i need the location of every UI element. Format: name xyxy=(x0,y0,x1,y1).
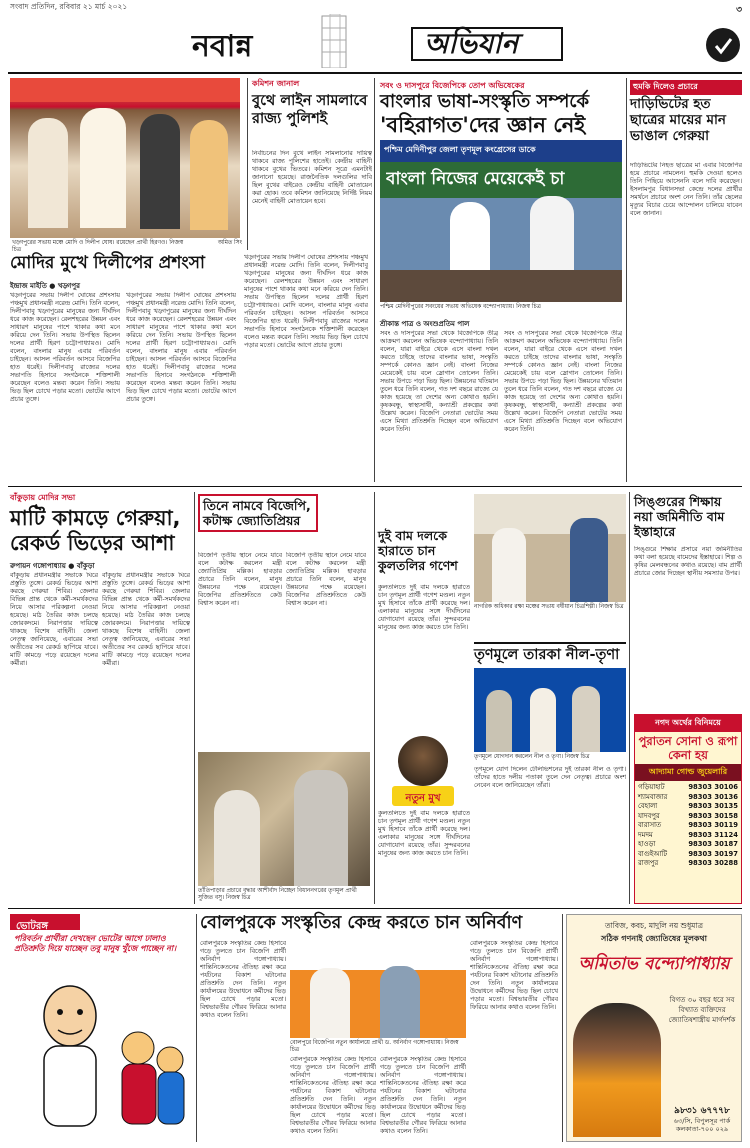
new-face-badge-label: নতুন মুখ xyxy=(405,793,441,804)
astro-desc: বিগত ৩০ বছর ধরে সব বিখ্যাত ব্যক্তিদের জ্যোতিষশাস্ত্রীয় মার্গদর্শক xyxy=(668,996,736,1024)
naihati-meeting-photo xyxy=(474,494,626,602)
astro-line2: সঠিক গণনাই জ্যোতিষের মূলকথা xyxy=(601,934,707,943)
gold-ad-branch-place: রাজপুর xyxy=(638,859,659,867)
page-number: ৩ xyxy=(736,5,742,15)
modi-byline: ইন্দ্রাজ মাইতি ● খড়্গপুর xyxy=(10,282,80,290)
modi-story-body-3: খড়্গপুরের সভায় দিলীপ ঘোষের প্রশংসায় পঞ্চমুখ প্রধানমন্ত্রী নরেন্দ্র মোদি। তিনি বলেন, দিলীপবাবু খড়্গপুরের মানুষের জন্য দীর্ঘদিন ধরে কাজ করেছেন। রেলশহরের উন্নয়ন এবং সাধারণ মানুষের পাশে থাকার কথা মনে করিয়ে দেন তিনি। সভায় উপস্থিত ছিলেন দলের প্রার্থী হিরণ চট্টোপাধ্যায়ও। মোদি বলেন, বাংলার মানুষ এবার পরিবর্তন চাইছেন। আসল পরিবর্তন আসবে বিজেপির হাত ধরেই। দিলীপবাবু রাজ্যের দলের সভাপতি হিসাবে সংগঠনকে শক্তিশালী করেছেন বলেও মন্তব্য করেন তিনি। সভায় ভিড় ছিল চোখে পড়ার মতো। ভোটের আগে প্রচার তুঙ্গে। xyxy=(244,254,368,349)
gold-ad-branch-phone: 98303 30119 xyxy=(688,821,738,829)
modi-story-body: খড়্গপুরের সভায় দিলীপ ঘোষের প্রশংসায় পঞ্চমুখ প্রধানমন্ত্রী নরেন্দ্র মোদি। তিনি বলেন, দিলীপবাবু খড়্গপুরের মানুষের জন্য দীর্ঘদিন ধরে কাজ করেছেন। রেলশহরের উন্নয়ন এবং সাধারণ মানুষের পাশে থাকার কথা মনে করিয়ে দেন তিনি। সভায় উপস্থিত ছিলেন দলের প্রার্থী হিরণ চট্টোপাধ্যায়ও। মোদি বলেন, বাংলার মানুষ এবার পরিবর্তন চাইছেন। আসল পরিবর্তন আসবে বিজেপির হাত ধরেই। দিলীপবাবু রাজ্যের দলের সভাপতি হিসাবে সংগঠনকে শক্তিশালী করেছেন বলেও মন্তব্য করেন তিনি। সভায় ভিড় ছিল চোখে পড়ার মতো। ভোটের আগে প্রচার তুঙ্গে। xyxy=(10,292,120,403)
lead-headline-2: 'বহিরাগত'দের জ্ঞান নেই xyxy=(380,113,586,137)
masthead-left: নবান্ন xyxy=(192,29,253,64)
bolpur-body-2: বোলপুরকে সংস্কৃতির কেন্দ্র হিসাবে গড়ে তুলতে চান বিজেপি প্রার্থী অনির্বাণ গঙ্গোপাধ্যায়। শান্তিনিকেতনের ঐতিহ্য রক্ষা করে পর্যটনের বিকাশ ঘটানোর প্রতিশ্রুতি দেন তিনি। নতুন কার্যালয়ের উদ্বোধনে কর্মীদের ভিড় ছিল চোখে পড়ার মতো। বিশ্বভারতীর গৌরব ফিরিয়ে আনার কথাও বলেন তিনি। xyxy=(290,1056,376,1135)
gold-ad-branch-place: দমদম xyxy=(638,830,653,839)
gold-ad-branch-place: গড়িয়াহাট xyxy=(638,783,665,791)
modi-photo-caption: খড়্গপুরের সভায় মঞ্চে মোদি ও দিলীপ ঘোষ। রয়েছেন প্রার্থী হিরণও। নিজস্ব চিত্র xyxy=(12,240,184,253)
gold-ad-branch-place: যাদবপুর xyxy=(638,811,660,820)
lead-body-1: সবং ও দাসপুরের সভা থেকে বিজেপিকে তীব্র আক্রমণ করলেন অভিষেক বন্দ্যোপাধ্যায়। তিনি বলেন, যারা বাইরে থেকে এসে বাংলা দখল করতে চাইছে তাদের বাংলার ভাষা, সংস্কৃতি সম্পর্কে কোনও জ্ঞান নেই। বাংলা নিজের মেয়েকেই চায় বলে স্লোগান তোলেন তিনি। সভায় উপচে পড়া ভিড় ছিল। উন্নয়নের খতিয়ান তুলে ধরে তিনি বলেন, গত দশ বছরে রাজ্যে যে কাজ হয়েছে তা দেশের অন্য কোথাও হয়নি। কৃষকবন্ধু, স্বাস্থ্যসাথী, কন্যাশ্রী প্রকল্পের কথা উল্লেখ করেন। বিজেপি নেতারা ভোটের সময় এসে মিথ্যা প্রতিশ্রুতি দিচ্ছেন বলে অভিযোগ করেন তিনি। xyxy=(380,330,498,433)
gold-ad-branch-phone: 98303 30197 xyxy=(688,849,738,858)
bankura-byline: রুপায়ন গঙ্গোপাধ্যায় ● বাঁকুড়া xyxy=(10,562,95,570)
neel-trina-photo xyxy=(474,668,626,752)
gold-ad-line2: পুরাতন সোনা ও রূপা কেনা হয় xyxy=(638,734,738,762)
ballot-icon xyxy=(706,28,740,62)
singur-headline: সিঙ্গুরের শিক্ষায় নয়া জমিনীতি বাম ইস্তাহারে xyxy=(634,494,725,539)
bolpur-body-3: বোলপুরকে সংস্কৃতির কেন্দ্র হিসাবে গড়ে তুলতে চান বিজেপি প্রার্থী অনির্বাণ গঙ্গোপাধ্যায়। শান্তিনিকেতনের ঐতিহ্য রক্ষা করে পর্যটনের বিকাশ ঘটানোর প্রতিশ্রুতি দেন তিনি। নতুন কার্যালয়ের উদ্বোধনে কর্মীদের ভিড় ছিল চোখে পড়ার মতো। বিশ্বভারতীর গৌরব ফিরিয়ে আনার কথাও বলেন তিনি। xyxy=(380,1056,466,1135)
commission-headline: বুথে লাইন সামলাবে রাজ্য পুলিশই xyxy=(252,93,368,127)
gold-ad-branch-row xyxy=(638,802,738,812)
gold-ad-branch-place: শ্যামবাজার xyxy=(638,792,668,801)
modi-photo-credit: অমিত সিং xyxy=(217,240,242,246)
astro-address: ৬৩/সি, বিপুলসূর পার্ক কলকাতা-৭০০ ০২৯ xyxy=(673,1117,731,1133)
gold-ad-branch-phone: 98303 30135 xyxy=(688,802,738,810)
trinamool-photo-caption: তৃণমূলে যোগদান করলেন নীল ও তৃণা। নিজস্ব চিত্র xyxy=(474,754,590,760)
commission-kicker: কমিশন জানাল xyxy=(252,79,300,88)
naihati-photo-caption: নাগরিক অধিকার রক্ষা মঞ্চের সভায় বর্ষীয়ান চিত্রশিল্পী। নিজস্ব চিত্র xyxy=(474,604,624,610)
gold-ad-branch-phone: 98303 31124 xyxy=(688,830,738,839)
dilip-kicker: হুমকি দিলেও প্রচারে xyxy=(630,80,742,95)
gold-ad-branch-row xyxy=(638,840,738,850)
astro-phone: ৯৮৩১ ৬৭৭৭৮ xyxy=(674,1106,730,1116)
lead-photo-banner-1: পশ্চিম মেদিনীপুর জেলা তৃণমূল কংগ্রেসের ডাকে xyxy=(384,145,536,154)
bolpur-body-4: বোলপুরকে সংস্কৃতির কেন্দ্র হিসাবে গড়ে তুলতে চান বিজেপি প্রার্থী অনির্বাণ গঙ্গোপাধ্যায়। শান্তিনিকেতনের ঐতিহ্য রক্ষা করে পর্যটনের বিকাশ ঘটানোর প্রতিশ্রুতি দেন তিনি। নতুন কার্যালয়ের উদ্বোধনে কর্মীদের ভিড় ছিল চোখে পড়ার মতো। বিশ্বভারতীর গৌরব ফিরিয়ে আনার কথাও বলেন তিনি। xyxy=(470,940,558,1011)
bankura-kicker: বাঁকুড়ায় মোদির সভা xyxy=(10,493,76,502)
new-face-badge xyxy=(392,786,454,806)
kultali-body-2: কুলতলিতে দুই বাম দলকে হারাতে চান তৃণমূল প্রার্থী গণেশ মণ্ডল। নতুন মুখ হিসাবে তাঁকে প্রার্থী করেছে দল। এলাকার মানুষের সঙ্গে দীর্ঘদিনের যোগাযোগ রয়েছে তাঁর। সুন্দরবনের মানুষের জন্য কাজ করতে চান তিনি। xyxy=(378,810,470,857)
masthead-right: অভিযান xyxy=(424,27,519,60)
singur-body: সিঙ্গুরে শিক্ষার প্রসারে নয়া জমিনীতির কথা বলা হয়েছে বামেদের ইস্তাহারে। শিল্প ও কৃষির মেলবন্ধনের কথাও রয়েছে। বাম প্রার্থী প্রচারে জোর দিচ্ছেন স্থানীয় সমস্যার উপর। xyxy=(634,546,742,577)
gold-ad-branch-phone: 98303 30187 xyxy=(688,840,738,848)
kultali-headline: দুই বাম দলকে হারাতে চান কুলতলির গণেশ xyxy=(378,528,458,573)
trinamool-stars-headline: তৃণমূলে তারকা নীল-তৃণা xyxy=(474,642,626,664)
anirban-office-photo xyxy=(290,940,466,1038)
astro-line1: তাবিজ, কবচ, মাদুলি নয় শুধুমাত্র xyxy=(604,921,704,930)
astrologer-ad xyxy=(566,914,742,1142)
gold-ad-branch-phone: 98303 30158 xyxy=(688,811,738,820)
gold-ad-branch-phone: 98303 30136 xyxy=(688,792,738,801)
votrong-title-box xyxy=(10,914,80,930)
gold-ad-branch-row xyxy=(638,793,738,803)
sujit-bose-photo xyxy=(198,752,370,886)
lead-body-2: সবং ও দাসপুরের সভা থেকে বিজেপিকে তীব্র আক্রমণ করলেন অভিষেক বন্দ্যোপাধ্যায়। তিনি বলেন, যারা বাইরে থেকে এসে বাংলা দখল করতে চাইছে তাদের বাংলার ভাষা, সংস্কৃতি সম্পর্কে কোনও জ্ঞান নেই। বাংলা নিজের মেয়েকেই চায় বলে স্লোগান তোলেন তিনি। সভায় উপচে পড়া ভিড় ছিল। উন্নয়নের খতিয়ান তুলে ধরে তিনি বলেন, গত দশ বছরে রাজ্যে যে কাজ হয়েছে তা দেশের অন্য কোথাও হয়নি। কৃষকবন্ধু, স্বাস্থ্যসাথী, কন্যাশ্রী প্রকল্পের কথা উল্লেখ করেন। বিজেপি নেতারা ভোটের সময় এসে মিথ্যা প্রতিশ্রুতি দিচ্ছেন বলে অভিযোগ করেন তিনি। xyxy=(504,330,622,433)
modi-headline: মোদির মুখে দিলীপের প্রশংসা xyxy=(10,253,205,273)
jyotipriya-headline: তিনে নামবে বিজেপি, কটাক্ষ জ্যোতিপ্রিয়র xyxy=(198,494,318,532)
lead-headline-1: বাংলার ভাষা-সংস্কৃতি সম্পর্কে xyxy=(380,91,590,112)
jyotipriya-body-1: বিজেপি তৃতীয় স্থানে নেমে যাবে বলে কটাক্ষ করলেন মন্ত্রী জ্যোতিপ্রিয় মল্লিক। হাবড়ার প্রচারে তিনি বলেন, মানুষ উন্নয়নের পক্ষে রয়েছেন। বিজেপির প্রতিশ্রুতিতে কেউ বিশ্বাস করেন না। xyxy=(198,552,282,607)
gold-ad-branch-row xyxy=(638,821,738,831)
dilip-headline: দাড়িভিটের হত ছাত্রের মায়ের মান ভাঙাল গেরুয়া xyxy=(630,96,726,144)
gold-ad-branch-place: বেহালা xyxy=(638,802,658,810)
kultali-body-1: কুলতলিতে দুই বাম দলকে হারাতে চান তৃণমূল প্রার্থী গণেশ মণ্ডল। নতুন মুখ হিসাবে তাঁকে প্রার্থী করেছে দল। এলাকার মানুষের সঙ্গে দীর্ঘদিনের যোগাযোগ রয়েছে তাঁর। সুন্দরবনের মানুষের জন্য কাজ করতে চান তিনি। xyxy=(378,584,470,631)
astro-name: অমিতাভ বন্দ্যোপাধ্যায় xyxy=(578,954,730,974)
lead-photo-caption: পশ্চিম মেদিনীপুরের সবংয়ের সভায় অভিষেক বন্দ্যোপাধ্যায়। নিজস্ব চিত্র xyxy=(380,304,541,310)
gold-ad-branch-row xyxy=(638,783,738,793)
dilip-body: দাড়িভিটের নিহত ছাত্রের মা এবার বিজেপির হয়ে প্রচারে নামলেন। হুমকি দেওয়া হলেও তিনি পিছিয়ে আসেননি বলে দাবি করেছেন। ইসলামপুর বিধানসভা কেন্দ্রে দলের প্রার্থীর সমর্থনে প্রচারে অংশ নেন তিনি। তাঁর ছেলের মৃত্যুর বিচার চেয়ে আন্দোলন চালিয়ে যাবেন বলে জানান। xyxy=(630,162,742,217)
bolpur-body-1: বোলপুরকে সংস্কৃতির কেন্দ্র হিসাবে গড়ে তুলতে চান বিজেপি প্রার্থী অনির্বাণ গঙ্গোপাধ্যায়। শান্তিনিকেতনের ঐতিহ্য রক্ষা করে পর্যটনের বিকাশ ঘটানোর প্রতিশ্রুতি দেন তিনি। নতুন কার্যালয়ের উদ্বোধনে কর্মীদের ভিড় ছিল চোখে পড়ার মতো। বিশ্বভারতীর গৌরব ফিরিয়ে আনার কথাও বলেন তিনি। xyxy=(200,940,286,1019)
date-line: সংবাদ প্রতিদিন, রবিবার ২১ মার্চ ২০২১ xyxy=(10,2,128,11)
masthead xyxy=(172,14,574,68)
bankura-body-1: বাঁকুড়ায় প্রধানমন্ত্রীর সভাকে ঘিরে প্রস্তুতি তুঙ্গে। রেকর্ড ভিড়ের আশা করছে গেরুয়া শিবির। জেলার বিভিন্ন প্রান্ত থেকে কর্মী-সমর্থকদের নিয়ে আসার পরিকল্পনা নেওয়া হয়েছে। মাঠ তৈরির কাজ চলছে জোরকদমে। নিরাপত্তার দায়িত্বে থাকছে বিশেষ বাহিনী। জেলা নেতৃত্ব জানিয়েছে, এবারের সভা অতীতের সব রেকর্ড ছাপিয়ে যাবে। মাটি কামড়ে পড়ে রয়েছেন দলের কর্মীরা। xyxy=(10,572,98,667)
gold-ad-line1: নগদ অর্থের বিনিময়ে xyxy=(635,715,741,732)
gold-ad-branch-phone: 98303 30288 xyxy=(688,859,738,867)
lead-byline: শ্রীকান্ত পাত্র ও অংশুপ্রতিম পাল xyxy=(380,320,470,328)
kultali-body-3: তৃণমূলে যোগ দিলেন টেলিভিশনের দুই তারকা নীল ও তৃণা। তাঁদের হাতে দলীয় পতাকা তুলে দেন নেতৃত্ব। প্রচারে অংশ নেবেন বলে জানিয়েছেন তাঁরা। xyxy=(474,766,626,789)
lead-photo-banner-2: বাংলা নিজের মেয়েকেই চা xyxy=(386,169,565,189)
modi-story-body-2: খড়্গপুরের সভায় দিলীপ ঘোষের প্রশংসায় পঞ্চমুখ প্রধানমন্ত্রী নরেন্দ্র মোদি। তিনি বলেন, দিলীপবাবু খড়্গপুরের মানুষের জন্য দীর্ঘদিন ধরে কাজ করেছেন। রেলশহরের উন্নয়ন এবং সাধারণ মানুষের পাশে থাকার কথা মনে করিয়ে দেন তিনি। সভায় উপস্থিত ছিলেন দলের প্রার্থী হিরণ চট্টোপাধ্যায়ও। মোদি বলেন, বাংলার মানুষ এবার পরিবর্তন চাইছেন। আসল পরিবর্তন আসবে বিজেপির হাত ধরেই। দিলীপবাবু রাজ্যের দলের সভাপতি হিসাবে সংগঠনকে শক্তিশালী করেছেন বলেও মন্তব্য করেন তিনি। সভায় ভিড় ছিল চোখে পড়ার মতো। ভোটের আগে প্রচার তুঙ্গে। xyxy=(126,292,236,403)
abhishek-rally-photo xyxy=(380,140,622,302)
bolpur-headline: বোলপুরকে সংস্কৃতির কেন্দ্র করতে চান অনির্বাণ xyxy=(200,913,523,933)
votrong-speech: পরিবর্তন প্রার্থীরা দেখছেন ভোটের আগে ঢালাও প্রতিশ্রুতি দিয়ে যাচ্ছেন তবু মানুষ খুঁজে পাচ্ছেন না। xyxy=(14,934,177,953)
ganesh-portrait xyxy=(398,736,448,786)
modi-rally-photo xyxy=(10,78,240,238)
bankura-headline: মাটি কামড়ে গেরুয়া, রেকর্ড ভিড়ের আশা xyxy=(10,506,181,555)
votrong-cartoon xyxy=(10,968,194,1144)
gold-ad xyxy=(634,714,742,904)
gold-ad-branch-place: বারাসাত xyxy=(638,821,662,829)
jyotipriya-body-2: বিজেপি তৃতীয় স্থানে নেমে যাবে বলে কটাক্ষ করলেন মন্ত্রী জ্যোতিপ্রিয় মল্লিক। হাবড়ার প্রচারে তিনি বলেন, মানুষ উন্নয়নের পক্ষে রয়েছেন। বিজেপির প্রতিশ্রুতিতে কেউ বিশ্বাস করেন না। xyxy=(286,552,366,607)
gold-ad-branches xyxy=(635,781,741,871)
lead-kicker: সবং ও দাসপুরে বিজেপিকে তোপ অভিষেকের xyxy=(380,81,525,90)
gold-ad-branch-row xyxy=(638,859,738,869)
votrong-title: ভোটরঙ্গ xyxy=(16,921,48,932)
gold-ad-branch-place: বাগুইআটি xyxy=(638,849,667,858)
gold-ad-branch-row xyxy=(638,850,738,860)
gold-ad-shop: আদ্যামা গোল্ড জুয়েলারি xyxy=(635,764,741,781)
bankura-body-2: বাঁকুড়ায় প্রধানমন্ত্রীর সভাকে ঘিরে প্রস্তুতি তুঙ্গে। রেকর্ড ভিড়ের আশা করছে গেরুয়া শিবির। জেলার বিভিন্ন প্রান্ত থেকে কর্মী-সমর্থকদের নিয়ে আসার পরিকল্পনা নেওয়া হয়েছে। মাঠ তৈরির কাজ চলছে জোরকদমে। নিরাপত্তার দায়িত্বে থাকছে বিশেষ বাহিনী। জেলা নেতৃত্ব জানিয়েছে, এবারের সভা অতীতের সব রেকর্ড ছাপিয়ে যাবে। মাটি কামড়ে পড়ে রয়েছেন দলের কর্মীরা। xyxy=(102,572,190,667)
gold-ad-branch-place: হাওড়া xyxy=(638,840,656,848)
gold-ad-branch-row xyxy=(638,831,738,841)
commission-body: নির্বাচনের দিন বুথে লাইন সামলানোর দায়িত্ব থাকবে রাজ্য পুলিশের হাতেই। কেন্দ্রীয় বাহিনী থাকবে বুথের ভিতরে। কমিশন সূত্রে এমনটাই জানানো হয়েছে। রাজনৈতিক দলগুলির দাবি ছিল বুথের বাইরেও কেন্দ্রীয় বাহিনী মোতায়েন করা হোক। তবে কমিশন জানিয়েছে নির্দিষ্ট নিয়ম মেনেই বাহিনী মোতায়েন হবে। xyxy=(252,150,372,205)
astrologer-portrait xyxy=(573,1003,661,1137)
jyotipriya-photo-caption: তাঁতিপাড়ার প্রচারে বৃদ্ধার আশীর্বাদ নিচ্ছেন বিধাননগরের তৃণমূল প্রার্থী সুজিত বসু। নিজস্ব চিত্র xyxy=(198,888,357,901)
gold-ad-branch-row xyxy=(638,812,738,822)
gold-ad-branch-phone: 98303 30106 xyxy=(688,783,738,791)
bolpur-photo-caption: বোলপুরে বিজেপির নতুন কার্যালয়ে প্রার্থী ড. অনির্বাণ গঙ্গোপাধ্যায়। নিজস্ব চিত্র xyxy=(290,1040,459,1053)
